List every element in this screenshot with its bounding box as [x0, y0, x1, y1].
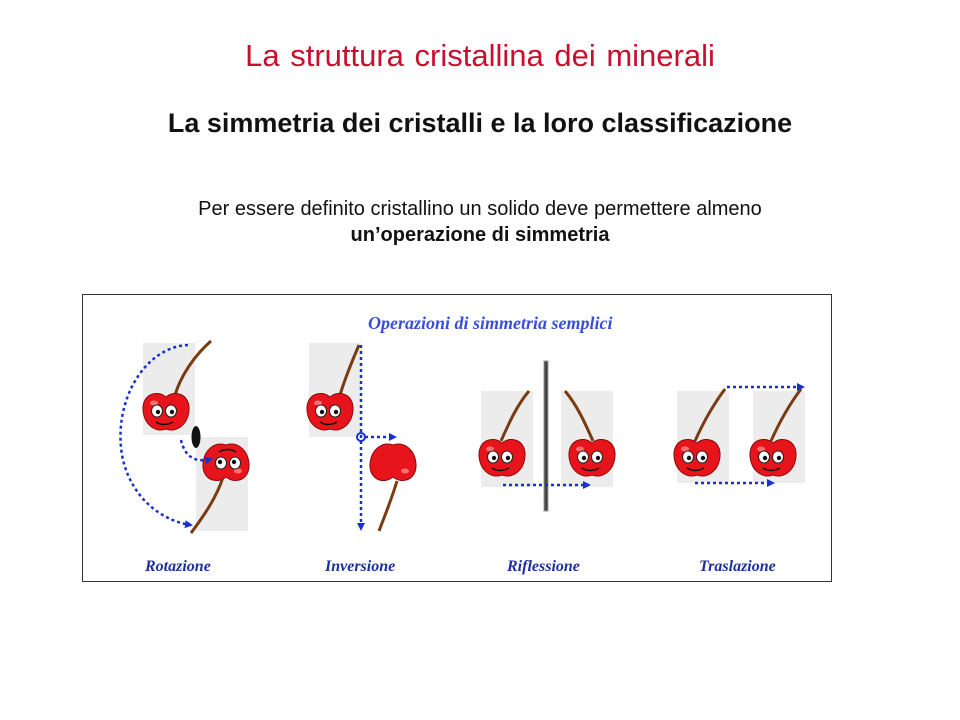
figure-heading: Operazioni di simmetria semplici	[368, 313, 613, 333]
label-riflessione: Riflessione	[507, 558, 580, 575]
slide-subtitle: La simmetria dei cristalli e la loro classificazione	[167, 108, 793, 138]
figure-canvas	[83, 295, 831, 581]
translation-cherry-left	[674, 439, 720, 476]
body-text-emphasis: un’operazione di simmetria	[350, 224, 610, 246]
body-text-line: Per essere definito cristallino un solido deve permettere almeno	[198, 198, 762, 220]
inversion-cherry-top	[307, 393, 353, 430]
inversion-stem-bottom	[379, 481, 397, 531]
rotation-axis-marker	[192, 426, 201, 448]
inversion-illustration	[307, 343, 416, 531]
rotation-cherry-top	[143, 393, 189, 430]
reflection-illustration	[479, 361, 615, 511]
translation-illustration	[674, 387, 805, 483]
symmetry-operations-figure	[82, 294, 832, 582]
reflection-cherry-right	[569, 439, 615, 476]
translation-cherry-right	[750, 439, 796, 476]
rotation-cherry-bottom	[203, 444, 249, 481]
reflection-cherry-left	[479, 439, 525, 476]
label-inversione: Inversione	[325, 558, 396, 575]
inversion-cherry-bottom	[370, 444, 416, 481]
label-traslazione: Traslazione	[699, 558, 776, 575]
rotation-illustration	[120, 341, 249, 533]
label-rotazione: Rotazione	[145, 558, 211, 575]
mirror-plane	[544, 361, 548, 511]
body-text	[60, 196, 900, 248]
slide-title: La struttura cristallina dei minerali	[245, 38, 715, 73]
